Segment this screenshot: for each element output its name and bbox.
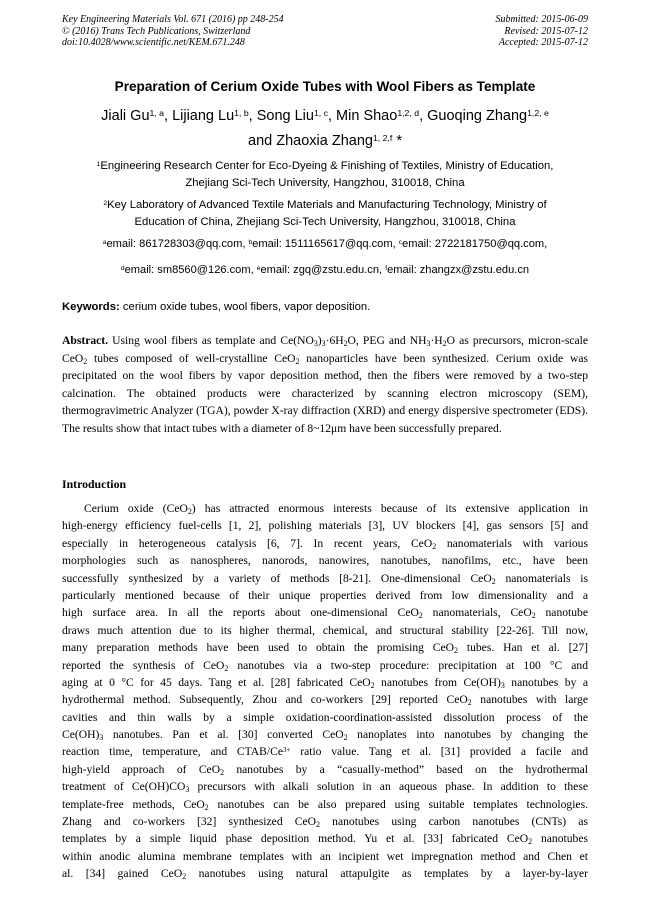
body-text-line: within anodic alumina membrane templates with an incipient wet impregnation method and Chen et: [62, 849, 588, 863]
paper-title: Preparation of Cerium Oxide Tubes with Wool Fibers as Template: [114, 79, 536, 94]
body-text-line: hydrothermal method. Subsequently, Zhou and co-workers [29] reported CeO$_2$ nanotubes with large: [62, 693, 588, 708]
author-list-line-1: Jiali Gu$^{1, a}$, Lijiang Lu$^{1, b}$, Song Liu$^{1, c}$, Min Shao$^{1,2, d}$, Guoqing Zhang$^{1,2, e}$: [101, 108, 549, 124]
copyright-line: © (2016) Trans Tech Publications, Switzerland: [62, 25, 251, 37]
revised-date: Revised: 2015-07-12: [504, 25, 588, 37]
email-mark: d: [120, 265, 125, 273]
author-name: Song Liu: [256, 108, 314, 124]
keywords: [62, 301, 370, 313]
author-affiliation-mark: 1,2, d: [397, 108, 420, 119]
submitted-date: Submitted: 2015-06-09: [495, 14, 588, 25]
email-label: email:: [106, 238, 140, 250]
email-mark: e: [256, 265, 261, 273]
affiliation-number: 1: [96, 160, 101, 168]
body-text-line: draws much attention due to its higher thermal, chemical, and structural stability [22-26]. Till now,: [62, 623, 588, 637]
email-address: zgq@zstu.edu.cn: [293, 264, 380, 276]
author-affiliation-mark: 1,2, e: [527, 108, 549, 119]
body-text-line: Zhang and co-workers [32] synthesized CeO$_2$ nanotubes using carbon nanotubes (CNTs) as: [62, 815, 588, 829]
email-label: email:: [260, 264, 294, 276]
author-name: Guoqing Zhang: [427, 108, 528, 124]
author-affiliation-mark: 1, c: [313, 108, 328, 119]
introduction-body: [62, 500, 588, 883]
body-text-line: cavities and thin walls by a simple oxidation-coordination-assisted dissolution process of the: [62, 710, 588, 724]
affiliation-text: Zhejiang Sci-Tech University, Hangzhou, 310018, China: [185, 177, 465, 189]
affiliation-text: Engineering Research Center for Eco-Dyeing & Finishing of Textiles, Ministry of Education,: [100, 160, 554, 172]
dates-header: [496, 14, 589, 49]
abstract-label: Abstract.: [62, 334, 109, 347]
body-text-line: templates by a simple liquid phase deposition method. Yu et al. [33] fabricated CeO$_2$ nanotubes: [62, 832, 588, 847]
body-text-line: high-energy efficiency fuel-cells [1, 2], polishing materials [3], UV blockers [4], gas sensors [5] and: [62, 519, 588, 533]
body-text-line: successfully synthesized by a variety of methods [8-21]. One-dimensional CeO$_2$ nanomaterials is: [62, 571, 588, 586]
body-text-line: many preparation methods have been used to obtain the promising CeO$_2$ tubes. Han et al. [27]: [62, 641, 588, 656]
body-text-line: reaction time, temperature, and CTAB/$Ce^{3+}$ ratio value. Tang et al. [31] provided a facile and: [62, 745, 588, 759]
email-address: 2722181750@qq.com: [434, 238, 545, 250]
doi-line: doi:10.4028/www.scientific.net/KEM.671.248: [62, 37, 245, 48]
affiliation-2: [0, 197, 650, 231]
affiliation-text: Education of China, Zhejiang Sci-Tech University, Hangzhou, 310018, China: [134, 216, 516, 228]
affiliation-number: 2: [103, 199, 108, 207]
email-mark: f: [385, 265, 388, 273]
body-text-line: aging at 0 °C for 45 days. Tang et al. [28] fabricated CeO$_2$ nanotubes from $Ce(OH)_3$ nanotubes by a: [62, 675, 588, 690]
keywords-text: cerium oxide tubes, wool fibers, vapor deposition.: [119, 301, 371, 313]
author-name: Min Shao: [336, 108, 398, 124]
abstract: [62, 332, 588, 438]
email-line-1: $^a$email: 861728303@qq.com, $^b$email: 1511165617@qq.com, $^c$email: 2722181750@qq.com,: [102, 238, 548, 250]
author-joiner: and: [248, 133, 273, 149]
body-text-line: treatment of $Ce(OH)CO_3$ precursors with alkali solution in an aqueous phase. In addition to these: [62, 780, 588, 795]
abstract-text: Using wool fibers as template and $Ce(NO_3)_3\cdot 6H_2O$, PEG and $NH_3\cdot H_2O$ as precursors, micron-scale CeO$_2$ tubes composed of well-crystalline CeO$_2$ nanoparticles have been synthesized. Cerium oxide was precipitated on the wool fibers by vapor deposition method, then the fibers were removed by a two-step calcination. The obtained products were characterized by scanning electron microscopy (SEM), thermogravimetric Analyzer (TGA), powder X-ray diffraction (XRD) and energy dispersive spectrometer (EDS). The results show that intact tubes with a diameter of 8~12μm have been successfully prepared.: [62, 334, 588, 435]
body-text-line: Cerium oxide (CeO$_2$) has attracted enormous interests because of its extensive application in: [84, 502, 588, 516]
email-mark: c: [398, 239, 403, 247]
email-address: 1511165617@qq.com: [284, 238, 393, 250]
affiliation-1: [0, 158, 650, 192]
body-text-line: template-free methods, CeO$_2$ nanotubes can be also prepared using suitable templates technologies.: [62, 797, 588, 812]
email-label: email:: [402, 238, 435, 250]
body-text-line: reported the synthesis of CeO$_2$ nanotubes via a two-step procedure: precipitation at 100 °C and: [62, 658, 588, 673]
email-mark: b: [248, 239, 253, 247]
accepted-date: Accepted: 2015-07-12: [498, 37, 588, 48]
body-text-line: particularly mentioned because of their unique properties derived from low dimensionality and a: [62, 588, 588, 602]
author-affiliation-mark: 1, a: [149, 108, 165, 119]
body-text-line: high-yield approach of CeO$_2$ nanotubes by a “casually-method” based on the hydrothermal: [62, 762, 589, 777]
email-label: email:: [252, 238, 285, 250]
body-text-line: high surface area. In all the reports about one-dimensional CeO$_2$ nanomaterials, CeO$_2$ nanotube: [62, 606, 588, 621]
email-label: email:: [387, 264, 420, 276]
body-text-line: $Ce(OH)_3$ nanotubes. Pan et al. [30] converted CeO$_2$ nanoplates into nanotubes by changing the: [62, 728, 588, 743]
body-text-line: al. [34] gained CeO$_2$ nanotubes using natural attapulgite as templates by a layer-by-layer: [62, 867, 589, 882]
body-text-line: especially in heterogeneous catalysis [6, 7]. In recent years, CeO$_2$ nanomaterials with various: [62, 536, 588, 551]
email-mark: a: [102, 239, 107, 247]
body-text-line: morphologies such as nanospheres, nanorods, nanowires, nanotubes, nanofilms, etc., have been: [62, 554, 588, 568]
author-affiliation-mark: 1, 2,f: [372, 133, 393, 144]
email-address: 861728303@qq.com: [139, 238, 243, 250]
journal-name: Key Engineering Materials Vol. 671 (2016) pp 248-254: [62, 14, 284, 25]
author-list-line-2: [0, 133, 650, 149]
email-address: sm8560@126.com: [157, 264, 251, 276]
email-line-2: $^d$email: sm8560@126.com, $^e$email: zgq@zstu.edu.cn, $^f$email: zhangzx@zstu.edu.cn: [120, 264, 530, 276]
author-affiliation-mark: 1, b: [234, 108, 249, 119]
email-label: email:: [124, 264, 158, 276]
corresponding-author-mark: *: [396, 133, 402, 149]
journal-header: [62, 14, 284, 49]
author-name: Zhaoxia Zhang: [276, 133, 373, 149]
affiliation-text: Key Laboratory of Advanced Textile Materials and Manufacturing Technology, Ministry of: [107, 199, 547, 211]
author-name: Jiali Gu: [101, 108, 150, 124]
section-heading-introduction: Introduction: [62, 477, 127, 491]
author-name: Lijiang Lu: [172, 108, 235, 124]
keywords-label: Keywords:: [62, 301, 120, 313]
email-address: zhangzx@zstu.edu.cn: [419, 264, 530, 276]
